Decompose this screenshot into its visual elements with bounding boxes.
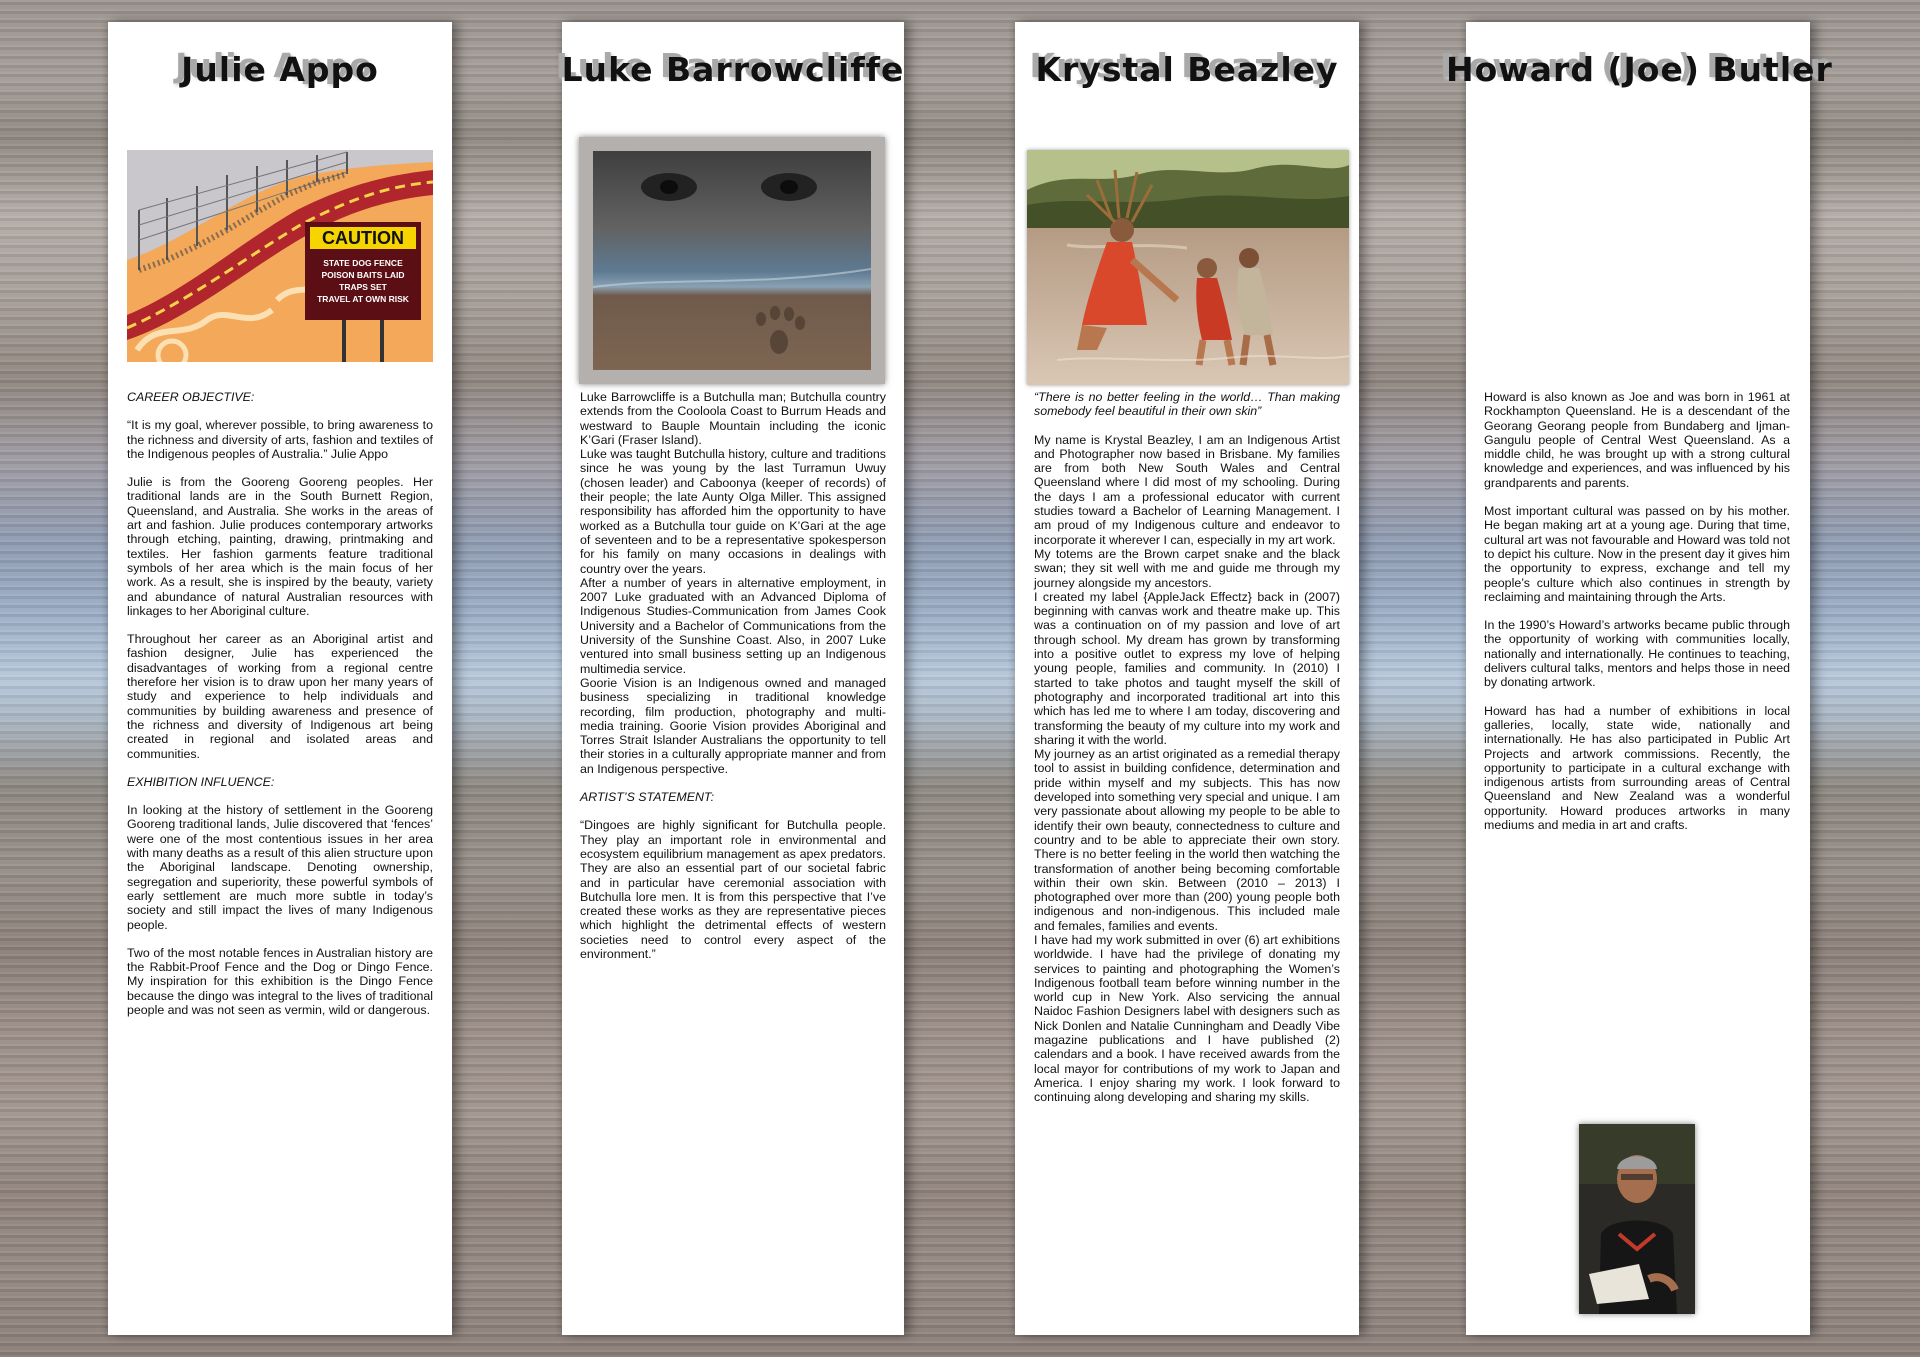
paragraph: Howard has had a number of exhibitions in local galleries, locally, state wide, nationally and internationally. He has also participated in Public Art Projects and artwork commissions. Recently, the opportunity to participate in a cultural exchange with indigenous artists from surrounding areas of Central Queensland and New Zealand was a wonderful opportunity. Howard produces artworks in many mediums and media in art and crafts. <box>1484 703 1790 833</box>
section-heading: CAREER OBJECTIVE: <box>127 390 255 404</box>
tidal-flat-photo <box>1027 150 1349 385</box>
artist-panel-luke-barrowcliffe <box>562 22 904 1335</box>
paragraph: Howard is also known as Joe and was born in 1961 at Rockhampton Queensland. He is a descendant of the Georang Georang people from Bundaberg and Ijman-Gangulu people of Central West Queensland. As a middle child, he was brought up with a strong cultural knowledge and experiences, and was influenced by his grandparents and parents. <box>1484 390 1790 490</box>
paragraph: My name is Krystal Beazley, I am an Indigenous Artist and Photographer now based in Brisbane. My families are from both New South Wales and Central Queensland where I did most of my schooling. During the days I am a professional educator with current studies toward a Bachelor of Learning Management. I am proud of my Indigenous culture and endeavor to incorporate it wherever I can, especially in my art work. My totems are the Brown carpet snake and the black swan; they sit well with me and guide me through my journey alongside my ancestors. I created my label {AppleJack Effectz} back in (2007) beginning with canvas work and theatre make up. This was a continuation on of my passion and love of art through school. My dream has grown by transforming into a positive outlet to express my love of helping young people, families and community. In (2010) I started to take photos and taught myself the skill of photography and incorporated traditional art into this which has led me to where I am today, discovering and transforming the beauty of my culture into my work and sharing it with the world. My journey as an artist originated as a remedial therapy tool to assist in building confidence, determination and pride within myself and my subjects. This has now developed into something very special and unique. I am very passionate about allowing my people to be able to identify their own beauty, connectedness to culture and country and to be able to appreciate their own story. There is no better feeling in the world then watching the transformation of another being becoming comfortable within their own skin. Between (2010 – 2013) I photographed over more than (200) young people both indigenous and non-indigenous. This included male and females, families and events. I have had my work submitted in over (6) art exhibitions worldwide. I have had the privilege of donating my services to painting and photographing the Women’s Indigenous football team before winning number in the world cup in New York. Also servicing the annual Naidoc Fashion Designers label with designers such as Nick Donlen and Natalie Cunningham and Deadly Vibe magazine publications and I have published (2) calendars and a book. I have received awards from the local mayor for contributions of my work to Japan and America. I enjoy sharing my work. I look forward to continuing along developing and sharing my skills. <box>1034 432 1340 1105</box>
artist-bio <box>580 390 886 961</box>
svg-text:TRAVEL AT OWN RISK: TRAVEL AT OWN RISK <box>317 294 409 304</box>
svg-text:POISON BAITS LAID: POISON BAITS LAID <box>321 270 405 280</box>
artist-bio <box>127 390 433 1017</box>
paragraph: Throughout her career as an Aboriginal artist and fashion designer, Julie has experienced the disadvantages of working from a regional centre therefore her vision is to draw upon her many years of study and experience to help individuals and communities by building awareness and presence of the richness and diversity of Indigenous art being created in regional and isolated areas and communities. <box>127 632 433 761</box>
artist-bio <box>1484 390 1790 832</box>
artist-quote: “There is no better feeling in the world… Than making somebody feel beautiful in their own skin” <box>1034 390 1340 419</box>
artist-name: Howard (Joe) Butler <box>1446 50 1833 89</box>
paragraph: In looking at the history of settlement in the Gooreng Gooreng traditional lands, Julie discovered that ‘fences’ were one of the most contentious issues in her area with many deaths as a result of this alien structure upon the Aboriginal landscape. Denoting ownership, segregation and superiority, these powerful symbols of early settlement are much more subtle in today’s society and still impact the lives of many Indigenous people. <box>127 803 433 932</box>
artist-name: Krystal Beazley <box>1035 50 1339 89</box>
section-heading: ARTIST’S STATEMENT: <box>580 790 715 805</box>
section-heading: EXHIBITION INFLUENCE: <box>127 774 275 789</box>
paragraph: Julie is from the Gooreng Gooreng peoples. Her traditional lands are in the South Burnett Region, Queensland, and Australia. She works in the areas of art and fashion. Julie produces contemporary artworks through etching, painting, drawing, printmaking and textiles. Her fashion garments feature traditional symbols of her area which is the main focus of her work. As a result, she is inspired by the beauty, variety and abundance of natural Australian resources with linkages to her Aboriginal culture. <box>127 475 433 618</box>
artist-bio <box>1034 390 1340 1105</box>
artist-name: Luke Barrowcliffe <box>561 50 905 89</box>
sign-heading: CAUTION <box>322 228 404 248</box>
artist-name: Julie Appo <box>181 50 379 89</box>
paragraph: Luke Barrowcliffe is a Butchulla man; Butchulla country extends from the Cooloola Coast to Burrum Heads and westward to Bauple Mountain including the iconic K’Gari (Fraser Island). Luke was taught Butchulla history, culture and traditions since he was young by the last Turramun Uwuy (chosen leader) and Caboonya (keeper of records) of their people; the late Aunty Olga Miller. This assigned responsibility has afforded him the opportunity to have worked as a Butchulla tour guide on K’Gari at the age of seventeen and to be a representative spokesperson for his family on many occasions in dealings with country over the years. After a number of years in alternative employment, in 2007 Luke graduated with an Advanced Diploma of Indigenous Studies-Communication from James Cook University and a Bachelor of Communications from the University of the Sunshine Coast. Also, in 2007 Luke ventured into small business setting up an Indigenous multimedia service. Goorie Vision is an Indigenous owned and managed business specializing in traditional knowledge recording, film production, photography and multi-media training. Goorie Vision provides Aboriginal and Torres Strait Islander Australians the opportunity to tell their stories in a culturally appropriate manner and from an Indigenous perspective. <box>580 390 886 776</box>
svg-text:STATE DOG FENCE: STATE DOG FENCE <box>323 258 403 268</box>
paragraph: Most important cultural was passed on by his mother. He began making art at a young age. During that time, cultural art was not favourable and Howard was told not to depict his culture. Now in the present day it gives him the opportunity to express, exchange and tell my people’s culture which also continues in strength by reclaiming and maintaining through the Arts. <box>1484 504 1790 604</box>
artist-panel-krystal-beazley <box>1015 22 1359 1335</box>
paragraph: Two of the most notable fences in Australian history are the Rabbit-Proof Fence and the Dog or Dingo Fence. My inspiration for this exhibition is the Dingo Fence because the dingo was integral to the lives of traditional people and was not seen as vermin, wild or dangerous. <box>127 945 433 1017</box>
paragraph: In the 1990’s Howard’s artworks became public through the opportunity of working with communities locally, nationally and internationally. He continues to teaching, delivers cultural talks, mentors and helps those in need by donating artwork. <box>1484 618 1790 690</box>
artist-panel-julie-appo <box>108 22 452 1335</box>
artist-panel-howard-butler <box>1446 22 1833 1335</box>
dingo-fence-artwork <box>127 150 433 362</box>
paragraph: “It is my goal, wherever possible, to bring awareness to the richness and diversity of arts, fashion and textiles of the Indigenous peoples of Australia.” Julie Appo <box>127 418 433 461</box>
svg-text:TRAPS SET: TRAPS SET <box>339 282 387 292</box>
paragraph: “Dingoes are highly significant for Butchulla people. They play an important role in environmental and ecosystem equilibrium management as apex predators. They are also an essential part of our societal fabric and in particular have ceremonial association with Butchulla lore men. It is from this perspective that I’ve created these works as they are representative pieces which highlight the detrimental effects of western societies need to control every aspect of the environment.” <box>580 818 886 961</box>
dingo-beach-artwork <box>579 137 885 384</box>
artist-portrait-photo <box>1579 1124 1695 1314</box>
